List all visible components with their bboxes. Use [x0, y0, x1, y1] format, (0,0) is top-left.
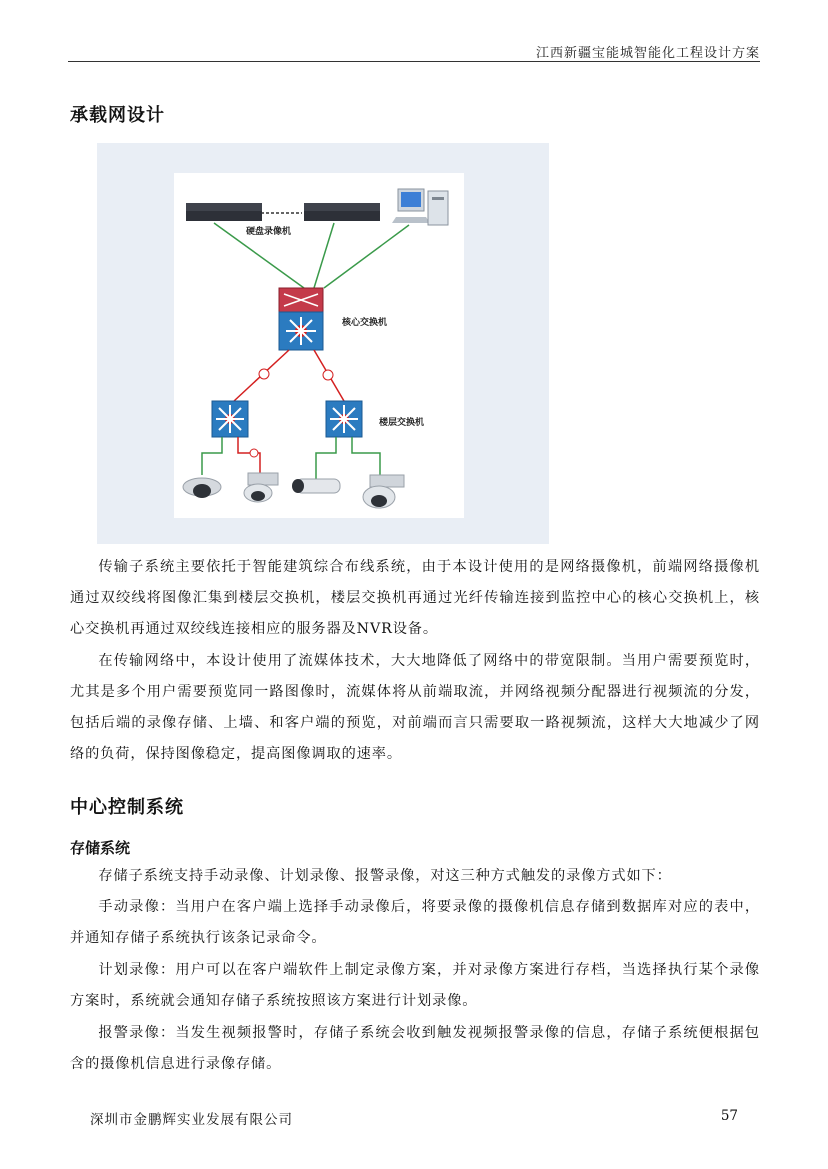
label-core-switch: 核心交换机	[342, 318, 388, 328]
link-floor2-cam3	[316, 437, 336, 479]
page-number: 57	[720, 1108, 738, 1124]
link-floor2-cam4	[352, 437, 380, 475]
label-dvr: 硬盘录像机	[246, 227, 292, 237]
floor-switch-1-icon	[212, 401, 248, 437]
link-dvr2-core	[314, 223, 334, 288]
header-rule	[68, 61, 760, 62]
footer-company: 深圳市金鹏辉实业发展有限公司	[90, 1112, 293, 1128]
paragraph-streaming: 在传输网络中，本设计使用了流媒体技术，大大地降低了网络中的带宽限制。当用户需要预览时，尤其是多个用户需要预览同一路图像时，流媒体将从前端取流，并网络视频分配器进行视频流的分发，包括后端的录像存储、上墙、和客户端的预览，对前端而言只需要取一路视频流，这样大大地减少了网络的负荷，保持图像稳定，提高图像调取的速率。	[70, 653, 760, 762]
dvr-1-icon	[186, 203, 262, 221]
section-title-bearer-network: 承载网设计	[70, 105, 165, 126]
paragraph-scheduled-recording: 计划录像：用户可以在客户端软件上制定录像方案，并对录像方案进行存档，当选择执行某个录像方案时，系统就会通知存储子系统按照该方案进行计划录像。	[70, 962, 760, 1009]
dvr-2-icon	[304, 203, 380, 221]
link-pc-core	[324, 225, 409, 288]
computer-icon	[392, 189, 448, 225]
ptz-camera-4-icon	[363, 475, 404, 508]
link-floor1-cam1	[202, 437, 222, 475]
ptz-camera-2-icon	[244, 473, 278, 502]
subsection-title-storage: 存储系统	[70, 839, 131, 857]
core-switch-icon	[279, 288, 323, 350]
paragraph-alarm-recording: 报警录像：当发生视频报警时，存储子系统会收到触发视频报警录像的信息，存储子系统便根据包含的摄像机信息进行录像存储。	[70, 1025, 760, 1072]
network-diagram	[174, 173, 464, 518]
paragraph-transmission: 传输子系统主要依托于智能建筑综合布线系统，由于本设计使用的是网络摄像机，前端网络摄像机通过双绞线将图像汇集到楼层交换机，楼层交换机再通过光纤传输连接到监控中心的核心交换机上，核心交换机再通过双绞线连接相应的服务器及NVR设备。	[70, 559, 760, 637]
header-title: 江西新疆宝能城智能化工程设计方案	[535, 46, 760, 61]
bullet-camera-3-icon	[292, 479, 340, 493]
label-floor-switch: 楼层交换机	[379, 418, 425, 428]
section-title-central-control: 中心控制系统	[70, 797, 184, 818]
floor-switch-2-icon	[326, 401, 362, 437]
paragraph-storage-intro: 存储子系统支持手动录像、计划录像、报警录像，对这三种方式触发的录像方式如下：	[98, 868, 672, 884]
paragraph-manual-recording: 手动录像：当用户在客户端上选择手动录像后，将要录像的摄像机信息存储到数据库对应的表中，并通知存储子系统执行该条记录命令。	[70, 899, 760, 946]
dome-camera-1-icon	[183, 478, 221, 498]
